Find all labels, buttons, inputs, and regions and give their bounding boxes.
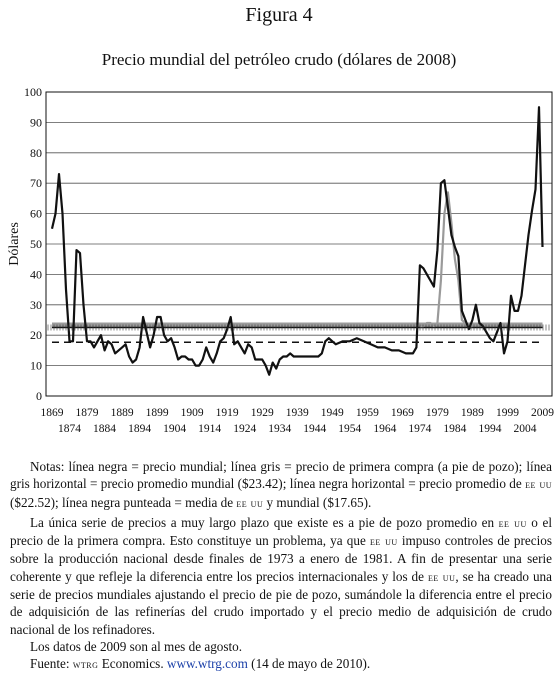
y-tick-label: 50 <box>30 237 42 251</box>
x-tick-label: 1894 <box>128 423 152 435</box>
chart-title: Precio mundial del petróleo crudo (dólares de 2008) <box>101 50 457 69</box>
x-tick-label: 1974 <box>408 423 432 435</box>
source-prefix: Fuente: <box>30 656 73 672</box>
x-tick-label: 2009 <box>530 407 554 419</box>
x-tick-label: 1929 <box>250 407 274 419</box>
figure-label: Figura 4 <box>245 4 313 26</box>
x-tick-label: 1969 <box>390 407 414 419</box>
x-tick-label: 1889 <box>110 407 134 419</box>
x-tick-label: 1984 <box>443 423 467 435</box>
notes-legend: Notas: línea negra = precio mundial; línea gris = precio de primera compra (a pie de pozo); línea gris horizontal = precio promedio mundial ($23.42); línea negra horizontal = precio promedio de ee uu ($22.52); línea negra punteada = media de ee uu y mundial ($17.65). <box>10 459 552 510</box>
notes-data-date: Los datos de 2009 son al mes de agosto. <box>30 638 243 654</box>
x-tick-label: 1954 <box>338 423 362 435</box>
oil-price-chart <box>0 80 558 452</box>
x-tick-label: 1944 <box>303 423 327 435</box>
x-tick-label: 1959 <box>355 407 379 419</box>
x-tick-label: 1989 <box>460 407 484 419</box>
x-tick-label: 1934 <box>268 423 292 435</box>
x-tick-label: 1924 <box>233 423 257 435</box>
y-tick-label: 100 <box>24 85 42 99</box>
series-gray-line <box>420 192 473 326</box>
source-link[interactable]: www.wtrg.com <box>166 656 248 672</box>
x-tick-label: 1949 <box>320 407 344 419</box>
series-black-line <box>52 107 543 375</box>
y-tick-label: 80 <box>30 145 42 160</box>
y-axis-label: Dólares <box>7 222 22 266</box>
y-tick-label: 60 <box>30 206 42 221</box>
y-tick-label: 90 <box>30 115 42 130</box>
y-tick-label: 30 <box>30 297 42 312</box>
x-tick-label: 1939 <box>285 407 309 419</box>
figure-notes <box>10 458 552 674</box>
x-tick-label: 2004 <box>513 423 537 435</box>
x-tick-label: 1899 <box>145 407 169 419</box>
x-tick-label: 1919 <box>215 407 239 419</box>
notes-source <box>10 655 552 673</box>
x-tick-label: 1879 <box>75 407 99 419</box>
x-tick-label: 1869 <box>40 407 64 419</box>
x-tick-label: 1999 <box>495 407 519 419</box>
x-tick-label: 1884 <box>93 423 117 435</box>
x-tick-label: 1904 <box>163 423 187 435</box>
y-tick-label: 70 <box>30 176 42 191</box>
y-tick-label: 10 <box>30 358 42 373</box>
y-tick-label: 40 <box>30 267 42 282</box>
x-tick-label: 1964 <box>373 423 397 435</box>
x-tick-label: 1914 <box>198 423 222 435</box>
x-tick-label: 1994 <box>478 423 502 435</box>
source-suffix: (14 de mayo de 2010). <box>247 656 371 672</box>
y-tick-label: 20 <box>30 328 42 343</box>
x-tick-label: 1909 <box>180 407 204 419</box>
x-tick-label: 1874 <box>58 423 82 435</box>
source-name: wtrg <box>72 657 99 672</box>
x-tick-label: 1979 <box>425 407 449 419</box>
source-name-rest: Economics. <box>98 656 167 672</box>
y-tick-label: 0 <box>36 389 42 403</box>
notes-explanation: La única serie de precios a muy largo plazo que existe es a pie de pozo promedio en ee uu o el precio de la primera compra. Esto constituye un problema, ya que ee uu impuso controles de precios sobre la producción nacional desde finales de 1973 a enero de 1981. A fin de presentar una serie coherente y que refleje la diferencia entre los precios internacionales y los de ee uu, se ha creado una serie de precios mundiales ajustando el precio de pie de pozo, sumándole la diferencia entre el precio de adquisición de las refinerías del crudo importado y el precio medio de adquisición de crudo nacional de los refinadores. <box>10 514 553 637</box>
